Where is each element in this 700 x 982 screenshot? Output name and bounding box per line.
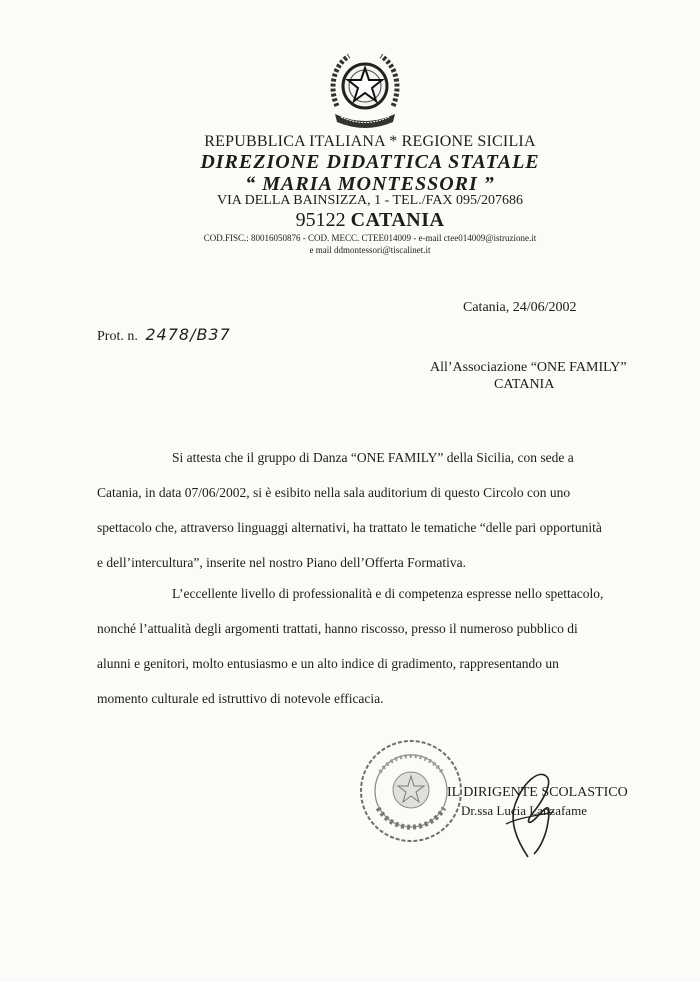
paragraph-1-line: spettacolo che, attraverso linguaggi alternativi, ha trattato le tematiche “delle pari opportunità: [97, 520, 602, 535]
protocol-number: 2478/B37: [145, 325, 231, 344]
recipient-line-2: CATANIA: [494, 377, 555, 392]
handwritten-signature-icon: [498, 762, 568, 862]
paragraph-2-line: L’eccellente livello di professionalità e di competenza espresse nello spettacolo,: [172, 586, 604, 601]
signatory-title: IL DIRIGENTE SCOLASTICO: [447, 785, 628, 800]
paragraph-1: [97, 440, 637, 580]
city-name: CATANIA: [350, 209, 445, 231]
protocol-label: Prot. n.: [97, 329, 138, 344]
paragraph-2-line: alunni e genitori, molto entusiasmo e un alto indice di gradimento, rappresentando un: [97, 656, 559, 671]
school-address: VIA DELLA BAINSIZZA, 1 - TEL./FAX 095/207686: [217, 193, 523, 208]
recipient-line-1: All’Associazione “ONE FAMILY”: [430, 360, 627, 375]
school-name: DIREZIONE DIDATTICA STATALE: [200, 151, 540, 173]
postal-code: 95122: [295, 209, 346, 231]
paragraph-1-line: Catania, in data 07/06/2002, si è esibito nella sala auditorium di questo Circolo con uno: [97, 485, 571, 500]
paragraph-1-line: e dell’intercultura”, inserite nel nostro Piano dell’Offerta Formativa.: [97, 555, 467, 570]
school-title: “ MARIA MONTESSORI ”: [245, 173, 495, 195]
letterhead-line-1: REPUBBLICA ITALIANA * REGIONE SICILIA: [204, 133, 536, 150]
paragraph-2: [97, 576, 637, 716]
paragraph-2-line: nonché l’attualità degli argomenti trattati, hanno riscosso, presso il numeroso pubblico di: [97, 621, 578, 636]
signatory-name: Dr.ssa Lucia Lanzafame: [461, 803, 587, 818]
protocol-line: [97, 325, 231, 345]
letter-date: Catania, 24/06/2002: [463, 300, 577, 315]
paragraph-2-line: momento culturale ed istruttivo di notevole efficacia.: [97, 691, 384, 706]
postal-city-line: [0, 209, 700, 232]
italian-republic-emblem-icon: [327, 48, 403, 130]
paragraph-1-line: Si attesta che il gruppo di Danza “ONE FAMILY” della Sicilia, con sede a: [172, 450, 574, 465]
fiscal-codes-line: COD.FISC.: 80016050876 - COD. MECC. CTEE014009 - e-mail ctee014009@istruzione.it: [203, 233, 537, 243]
email-line: e mail ddmontessori@tiscalinet.it: [309, 245, 431, 255]
